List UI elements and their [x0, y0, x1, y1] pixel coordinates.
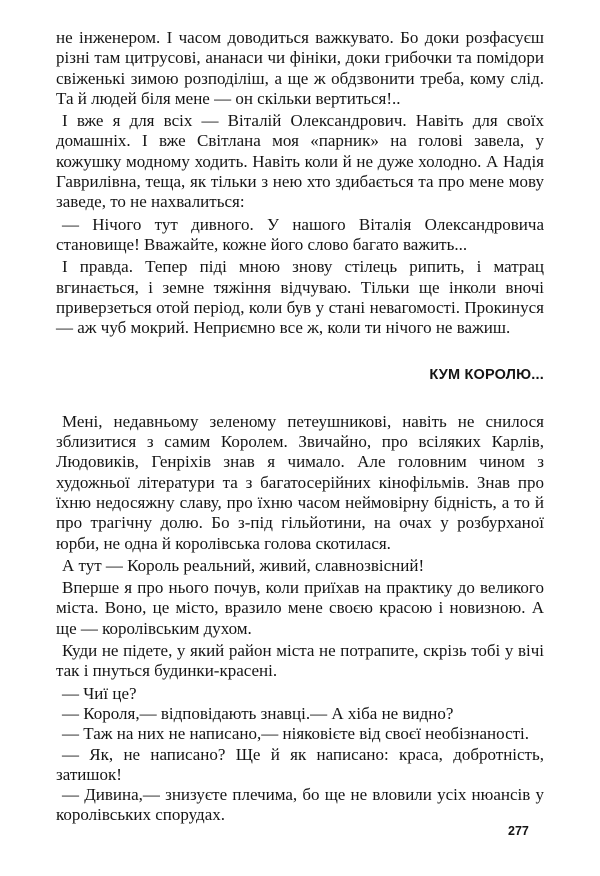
dialogue-line: — Як, не написано? Ще й як написано: краса, добротність, затишок!	[56, 744, 544, 784]
dialogue-line: — Таж на них не написано,— ніяковієте від своєї необізнаності.	[62, 724, 530, 744]
paragraph: Мені, недавньому зеленому петеушникові, навіть не снилося зблизитися з самим Королем. Звичайно, про всіляких Карлів, Людовиків, Генріхів знав я чимало. Але головним чином з художньої літератури та з багатосерійних кінофільмів. Знав про їхню недосяжну славу, про їхню часом неймовірну бідність, а то й про трагічну долю. Бо з-під гільйотини, на очах у розбурханої юрби, не одна й королівська голова скотилася.	[56, 411, 544, 553]
paragraph: І вже я для всіх — Віталій Олександрович. Навіть для своїх домашніх. І вже Світлана моя «парник» на голові завела, у кожушку модному ходить. Навіть коли й не дуже холодно. А Надія Гаврилівна, теща, як тільки з нею хто здибається та про мене мову заведе, то не нахвалиться:	[56, 111, 544, 212]
paragraph: Куди не підете, у який район міста не потрапите, скрізь тобі у вічі так і пнуться будинки-красені.	[56, 641, 544, 681]
paragraph: І правда. Тепер піді мною знову стілець рипить, і матрац вгинається, і земне тяжіння відчуваю. Тільки ще інколи вночі приверзеться отой період, коли був у стані невагомості. Прокинуся — аж чуб мокрий. Неприємно все ж, коли ти нічого не важиш.	[56, 257, 544, 338]
paragraph: не інженером. І часом доводиться важкувато. Бо доки розфасуєш різні там цитрусові, ананаси чи фініки, доки грибочки та помідори свіженькі зимою розподіліш, а ще ж обдзвонити треба, кому слід. Та й людей біля мене — он скільки вертиться!..	[56, 28, 544, 108]
paragraph: Вперше я про нього почув, коли приїхав на практику до великого міста. Воно, це місто, вразило мене своєю красою і новизною. А ще — королівським духом.	[56, 578, 544, 638]
dialogue-line: — Короля,— відповідають знавці.— А хіба не видно?	[62, 703, 454, 723]
dialogue-line: — Чиї це?	[62, 683, 137, 703]
dialogue-line: — Нічого тут дивного. У нашого Віталія Олександровича становище! Вважайте, кожне його слово багато важить...	[56, 214, 544, 254]
page-number: 277	[508, 824, 529, 838]
dialogue-line: — Дивина,— знизуєте плечима, бо ще не вловили усіх нюансів у королівських спорудах.	[56, 785, 544, 825]
section-heading: КУМ КОРОЛЮ...	[429, 367, 544, 384]
paragraph: А тут — Король реальний, живий, славнозвісний!	[62, 555, 425, 575]
page-text	[56, 28, 544, 826]
